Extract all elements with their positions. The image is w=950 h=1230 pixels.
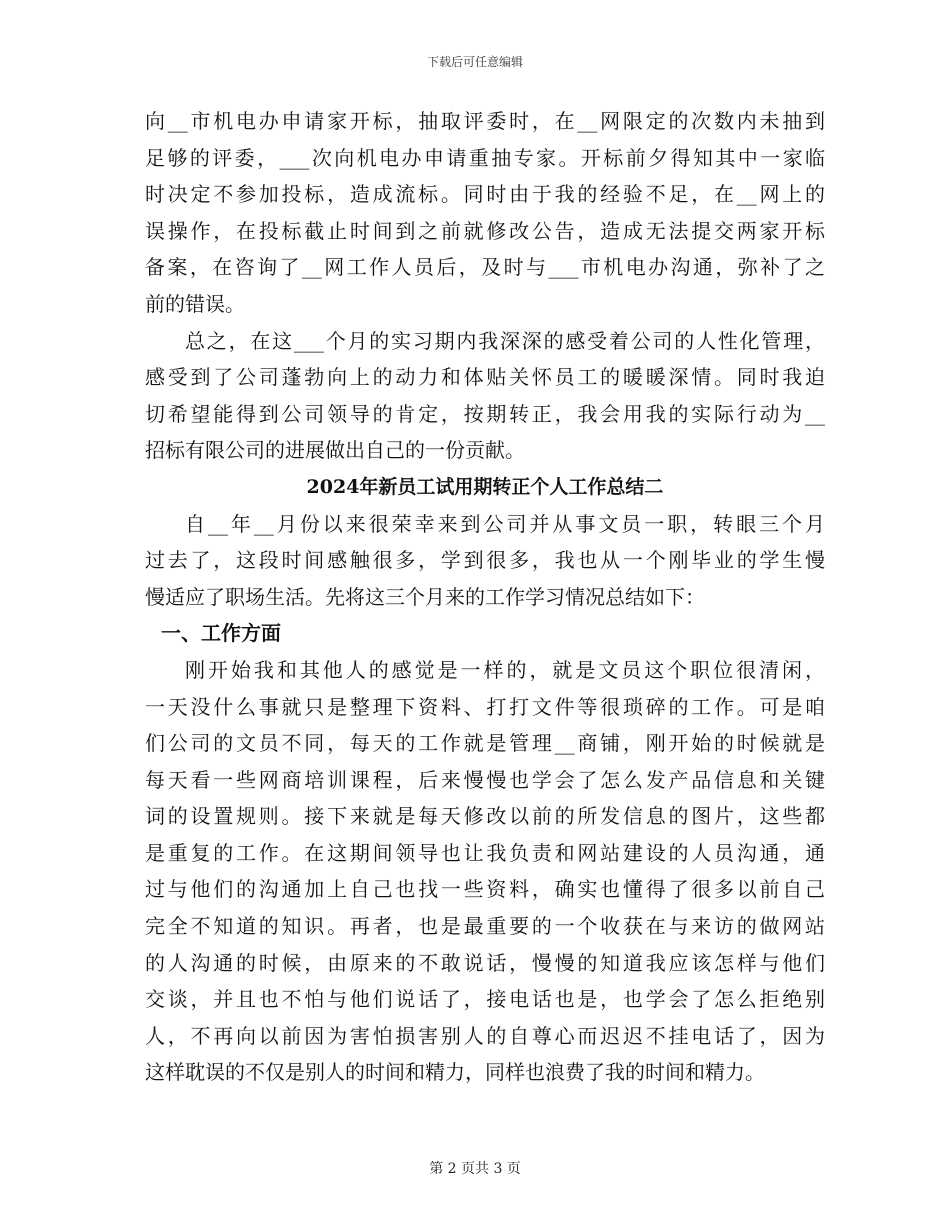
text-line: 招标有限公司的进展做出自己的一份贡献。: [145, 438, 525, 463]
text-line: 刚开始我和其他人的感觉是一样的，就是文员这个职位很清闲，: [185, 657, 825, 682]
text-line: 切希望能得到公司领导的肯定，按期转正，我会用我的实际行动为__: [145, 401, 825, 426]
text-line: 词的设置规则。接下来就是每天修改以前的所发信息的图片，这些都: [145, 804, 825, 829]
subheading: 一、工作方面: [161, 621, 281, 646]
text-line: 是重复的工作。在这期间领导也让我负责和网站建设的人员沟通，通: [145, 840, 825, 865]
text-line: 一天没什么事就只是整理下资料、打打文件等很琐碎的工作。可是咱: [145, 694, 825, 719]
text-line: 过去了，这段时间感触很多，学到很多，我也从一个刚毕业的学生慢: [145, 548, 825, 573]
text-line: 向__市机电办申请家开标，抽取评委时，在__网限定的次数内未抽到: [145, 109, 825, 133]
text-line: 完全不知道的知识。再者，也是最重要的一个收获在与来访的做网站: [145, 914, 825, 939]
text-line: 时决定不参加投标，造成流标。同时由于我的经验不足，在__网上的: [145, 182, 825, 207]
text-line: 误操作，在投标截止时间到之前就修改公告，造成无法提交两家开标: [145, 218, 825, 243]
paragraph: [145, 323, 825, 469]
text-line: 足够的评委，___次向机电办申请重抽专家。开标前夕得知其中一家临: [145, 145, 825, 170]
paragraph: [145, 506, 825, 616]
section-title: 2024年新员工试用期转正个人工作总结二: [306, 475, 664, 498]
text-line: 感受到了公司蓬勃向上的动力和体贴关怀员工的暖暖深情。同时我迫: [145, 365, 825, 390]
text-line: 们公司的文员不同，每天的工作就是管理__商铺，刚开始的时候就是: [145, 731, 825, 756]
text-line: 自__年__月份以来很荣幸来到公司并从事文员一职，转眼三个月: [185, 511, 825, 536]
text-line: 人，不再向以前因为害怕损害别人的自尊心而迟迟不挂电话了，因为: [145, 1023, 825, 1048]
paragraph: [145, 103, 825, 323]
text-line: 过与他们的沟通加上自己也找一些资料，确实也懂得了很多以前自己: [145, 877, 825, 902]
text-line: 前的错误。: [145, 291, 245, 316]
page-header: 下载后可任意编辑: [426, 55, 523, 69]
text-line: 总之，在这___个月的实习期内我深深的感受着公司的人性化管理，: [185, 328, 825, 353]
text-line: 这样耽误的不仅是别人的时间和精力，同样也浪费了我的时间和精力。: [145, 1060, 765, 1085]
text-line: 的人沟通的时候，由原来的不敢说话，慢慢的知道我应该怎样与他们: [145, 950, 825, 975]
text-line: 交谈，并且也不怕与他们说话了，接电话也是，也学会了怎么拒绝别: [145, 987, 825, 1012]
document-body: [145, 103, 825, 1091]
text-line: 慢适应了职场生活。先将这三个月来的工作学习情况总结如下：: [145, 584, 705, 609]
text-line: 每天看一些网商培训课程，后来慢慢也学会了怎么发产品信息和关键: [145, 767, 825, 792]
text-line: 备案，在咨询了__网工作人员后，及时与___市机电办沟通，弥补了之: [145, 255, 825, 280]
paragraph: [145, 652, 825, 1091]
page-footer: 第 2 页共 3 页: [429, 1161, 521, 1177]
